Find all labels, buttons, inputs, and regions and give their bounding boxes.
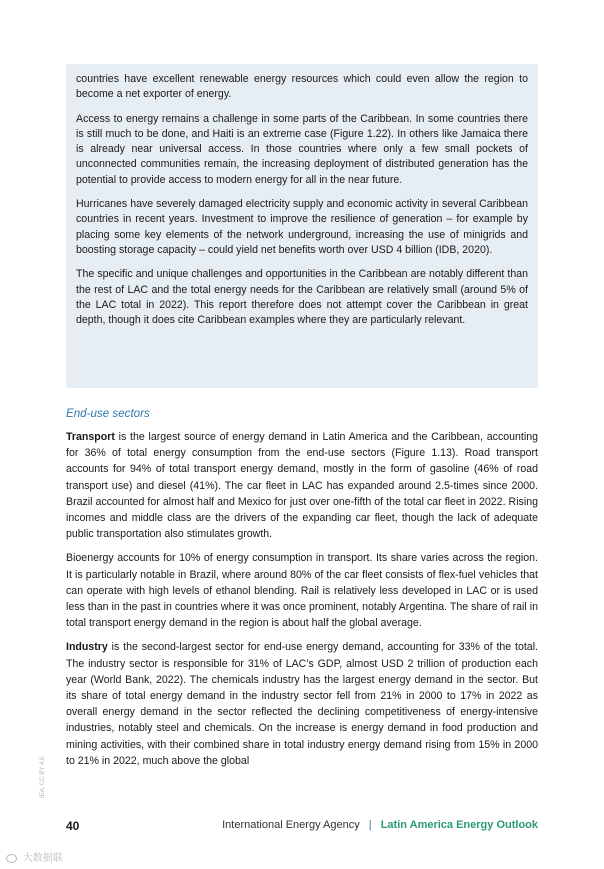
industry-text: is the second-largest sector for end-use energy demand, accounting for 33% of the total. The industry sector is responsible for 31% of LAC’s GDP, almost USD 2 trillion of production each year (World Bank, 2022). The chemicals industry has the largest energy demand in the sector. But its share of total energy demand in the industry sector fell from 21% in 2000 to 17% in 2022 as overall energy demand in the sector reflected the declining competitiveness of energy-intensive industries, notably steel and chemicals. On the increase is energy demand in food production and mining activities, with their combined share in total industry energy demand rising from 15% in 2000 to 21% in 2022, much above the global	[66, 641, 538, 767]
transport-text: is the largest source of energy demand in Latin America and the Caribbean, accounting for 36% of total energy consumption from the end-use sectors (Figure 1.13). Road transport accounts for 94% of total transport energy demand, mostly in the form of gasoline (46% of road transport use) and diesel (41%). The car fleet in LAC has expanded around 2.5-times since 2000. Brazil accounted for almost half and Mexico for just over one-fifth of the total car fleet in 2022. Rising incomes and middle class are the drivers of the expanding car fleet, though the lack of adequate public transportation also stimulates growth.	[66, 431, 538, 541]
box-paragraph: Hurricanes have severely damaged electricity supply and economic activity in several Caribbean countries in recent years. Investment to improve the resilience of generation – for example by placing some key elements of the network underground, increasing the use of minigrids and boosting storage capacity – could yield net benefits worth over USD 4 billion (IDB, 2020).	[76, 198, 528, 256]
watermark	[6, 849, 63, 864]
bioenergy-paragraph: Bioenergy accounts for 10% of energy consumption in transport. Its share varies across the region. It is particularly notable in Brazil, where around 80% of the car fleet consists of flex-fuel vehicles that can operate with high levels of ethanol blending. Rail is relatively less developed in LAC or is used less than in the past in countries where it was once prominent, notably Argentina. The share of rail in total transport energy demand in the region is about half the global average.	[66, 552, 538, 630]
transport-paragraph	[66, 429, 538, 542]
footer-separator: |	[368, 819, 372, 831]
page-number: 40	[66, 819, 80, 833]
license-note: IEA. CC BY 4.0.	[40, 755, 46, 798]
camera-icon	[6, 854, 17, 863]
box-paragraph: Access to energy remains a challenge in some parts of the Caribbean. In some countries there is still much to be done, and Haiti is an extreme case (Figure 1.22). In others like Jamaica there is already near universal access. In those countries where only a few small pockets of unconnected communities remain, the increasing deployment of distributed generation has the potential to provide access to modern energy for all in the near future.	[76, 112, 528, 186]
industry-lead: Industry	[66, 641, 108, 654]
box-paragraph: countries have excellent renewable energy resources which could even allow the region to become a net exporter of energy.	[76, 73, 528, 101]
body-text	[66, 429, 538, 777]
footer-agency: International Energy Agency	[222, 819, 360, 831]
box-paragraph: The specific and unique challenges and opportunities in the Caribbean are notably different than the rest of LAC and the total energy needs for the Caribbean are relatively small (around 5% of the LAC total in 2022). This report therefore does not attempt cover the Caribbean in great depth, though it does cite Caribbean examples where they are particularly relevant.	[76, 268, 528, 327]
watermark-text: 大数据联	[22, 853, 63, 864]
section-heading: End-use sectors	[66, 407, 150, 420]
transport-lead: Transport	[66, 431, 115, 443]
industry-paragraph	[66, 639, 538, 769]
caribbean-info-box	[66, 64, 538, 388]
footer-title	[222, 819, 538, 831]
footer-report-title: Latin America Energy Outlook	[380, 819, 538, 831]
page-footer	[66, 819, 538, 835]
